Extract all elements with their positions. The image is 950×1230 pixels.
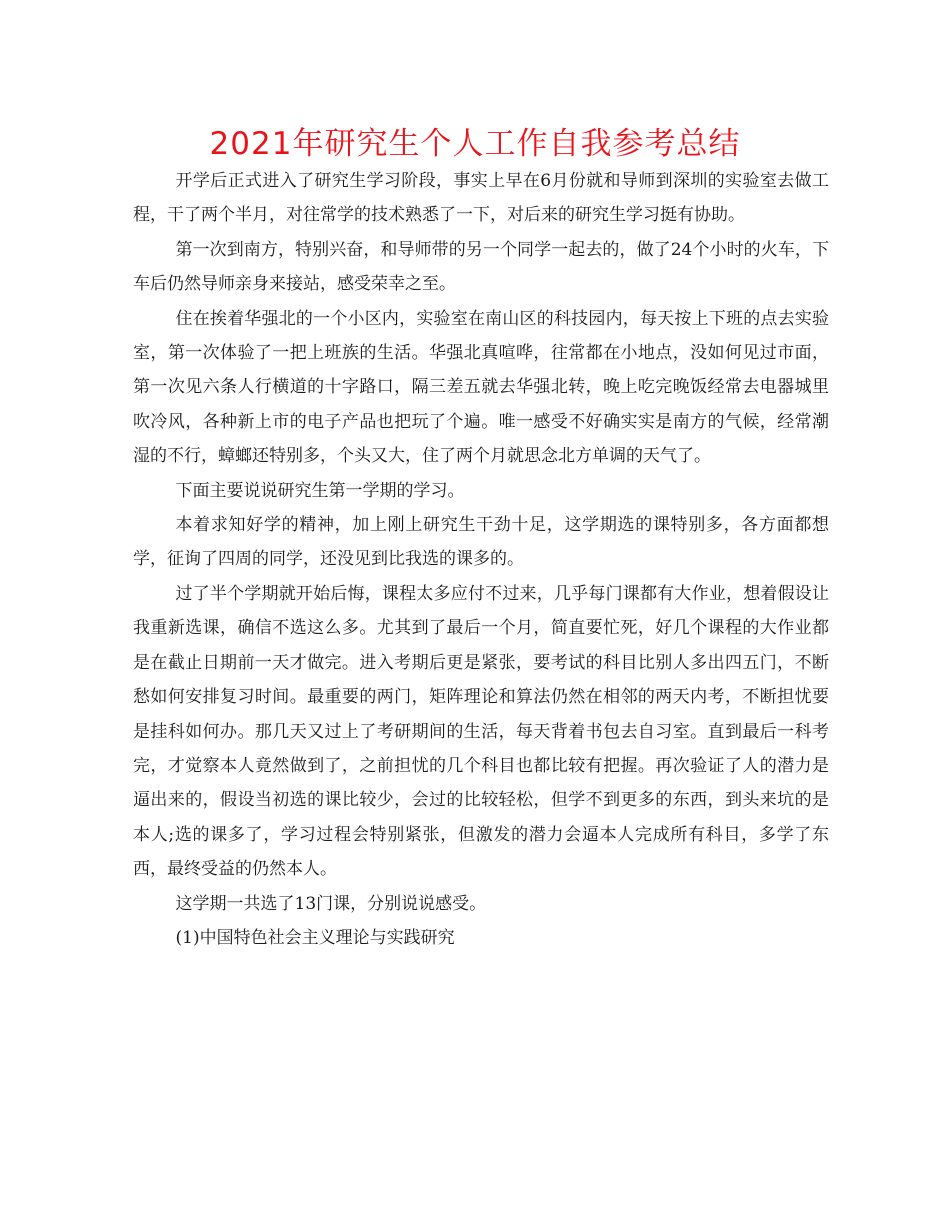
- paragraph: 下面主要说说研究生第一学期的学习。: [175, 480, 465, 501]
- document-body: [133, 164, 829, 955]
- paragraph: 第一次到南方，特别兴奋，和导师带的另一个同学一起去的，做了24个小时的火车，下车后仍然导师亲身来接站，感受荣幸之至。: [133, 239, 829, 295]
- paragraph: 这学期一共选了13门课，分别说说感受。: [175, 893, 487, 914]
- paragraph: 本着求知好学的精神，加上刚上研究生干劲十足，这学期选的课特别多，各方面都想学，征询了四周的同学，还没见到比我选的课多的。: [133, 515, 829, 570]
- document-title: 2021年研究生个人工作自我参考总结: [209, 126, 741, 162]
- paragraph: 住在挨着华强北的一个小区内，实验室在南山区的科技园内，每天按上下班的点去实验室，第一次体验了一把上班族的生活。华强北真喧哗，往常都在小地点，没如何见过市面，第一次见六条人行横道的十字路口，隔三差五就去华强北转，晚上吃完晚饭经常去电器城里吹冷风，各种新上市的电子产品也把玩了个遍。唯一感受不好确实实是南方的气候，经常潮湿的不行，蟑螂还特别多，个头又大，住了两个月就思念北方单调的天气了。: [133, 308, 829, 467]
- paragraph: 过了半个学期就开始后悔，课程太多应付不过来，几乎每门课都有大作业，想着假设让我重新选课，确信不选这么多。尤其到了最后一个月，简直要忙死，好几个课程的大作业都是在截止日期前一天才做完。进入考期后更是紧张，要考试的科目比别人多出四五门，不断愁如何安排复习时间。最重要的两门，矩阵理论和算法仍然在相邻的两天内考，不断担忧要是挂科如何办。那几天又过上了考研期间的生活，每天背着书包去自习室。直到最后一科考完，才觉察本人竟然做到了，之前担忧的几个科目也都比较有把握。再次验证了人的潜力是逼出来的，假设当初选的课比较少，会过的比较轻松，但学不到更多的东西，到头来坑的是本人;选的课多了，学习过程会特别紧张，但激发的潜力会逼本人完成所有科目，多学了东西，最终受益的仍然本人。: [133, 583, 829, 880]
- paragraph: (1)中国特色社会主义理论与实践研究: [175, 927, 455, 948]
- paragraph: 开学后正式进入了研究生学习阶段，事实上早在6月份就和导师到深圳的实验室去做工程，干了两个半月，对往常学的技术熟悉了一下，对后来的研究生学习挺有协助。: [133, 171, 829, 226]
